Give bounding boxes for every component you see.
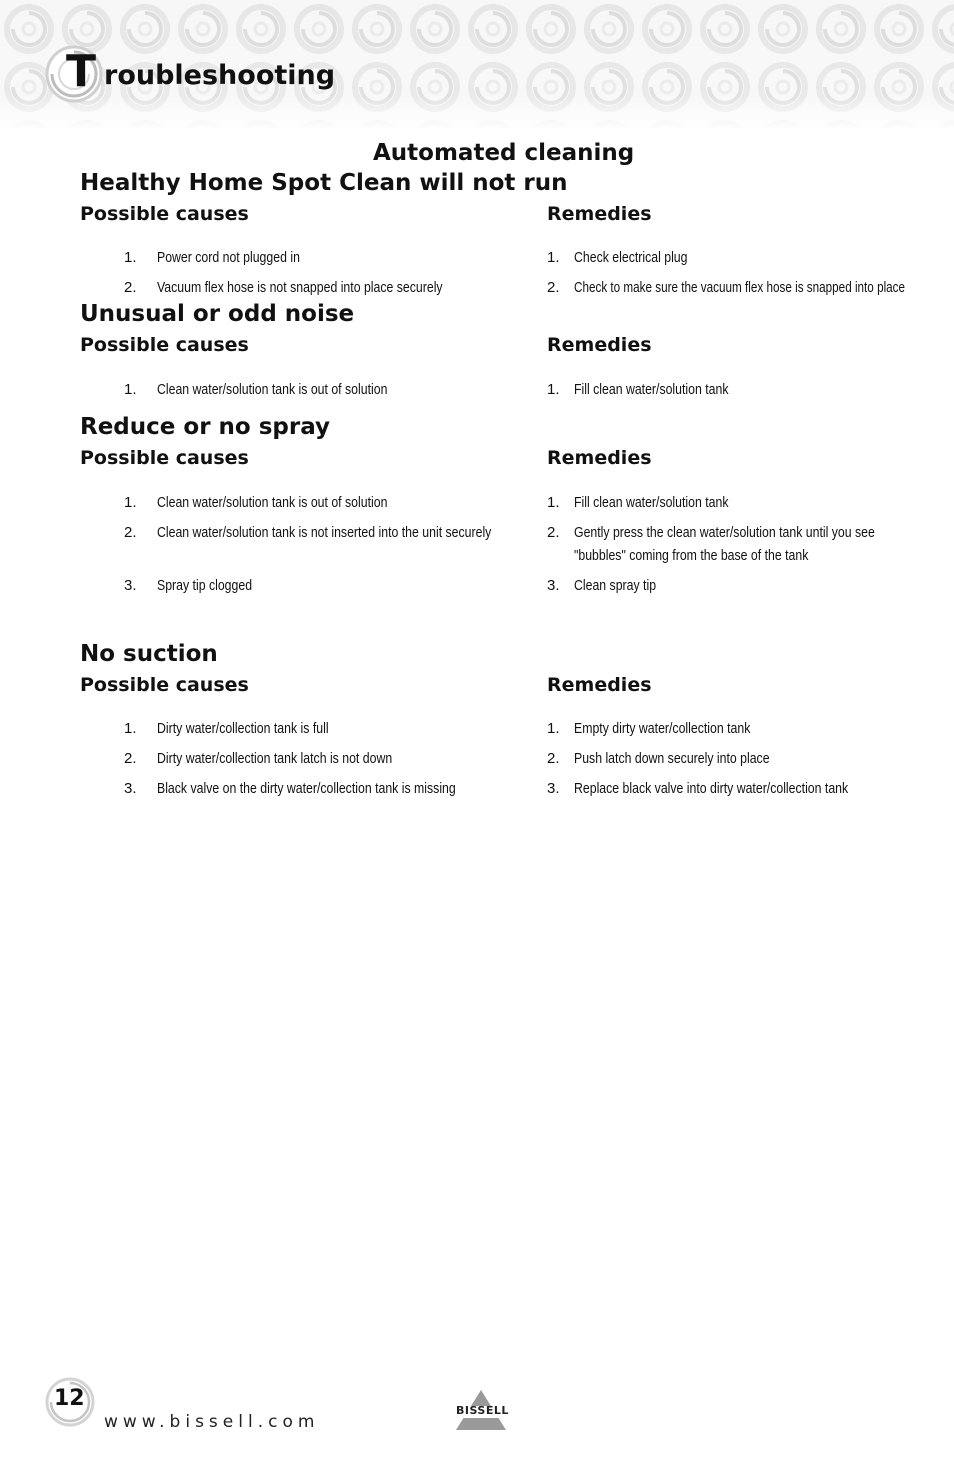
item-number: 2. xyxy=(547,524,560,541)
group-title: No suction xyxy=(80,641,218,667)
item-text: Check to make sure the vacuum flex hose is snapped into place xyxy=(574,279,906,296)
item-text: Dirty water/collection tank is full xyxy=(157,720,329,737)
item-text: Spray tip clogged xyxy=(157,577,253,594)
item-text: Fill clean water/solution tank xyxy=(574,381,729,398)
item-text: Gently press the clean water/solution tank until you see xyxy=(574,524,875,541)
causes-label: Possible causes xyxy=(80,334,249,356)
item-number: 2. xyxy=(124,279,137,296)
item-text: "bubbles" coming from the base of the tank xyxy=(574,547,809,564)
item-number: 1. xyxy=(124,720,137,737)
item-number: 1. xyxy=(124,494,137,511)
causes-label: Possible causes xyxy=(80,203,249,225)
item-text: Clean water/solution tank is out of solution xyxy=(157,494,388,511)
page-number-badge xyxy=(44,1376,96,1432)
remedies-label: Remedies xyxy=(547,334,652,356)
item-number: 2. xyxy=(547,279,560,296)
item-number: 2. xyxy=(124,524,137,541)
causes-label: Possible causes xyxy=(80,674,249,696)
title-text: roubleshooting xyxy=(104,60,336,91)
group-title: Reduce or no spray xyxy=(80,414,331,440)
causes-label: Possible causes xyxy=(80,447,249,469)
item-number: 1. xyxy=(547,494,560,511)
item-text: Power cord not plugged in xyxy=(157,249,300,266)
item-text: Clean water/solution tank is not inserted into the unit securely xyxy=(157,524,492,541)
item-number: 2. xyxy=(124,750,137,767)
remedies-label: Remedies xyxy=(547,674,652,696)
group-title: Healthy Home Spot Clean will not run xyxy=(80,170,568,196)
item-number: 1. xyxy=(547,720,560,737)
item-number: 1. xyxy=(547,381,560,398)
title-initial: T xyxy=(66,46,97,97)
remedies-label: Remedies xyxy=(547,447,652,469)
remedies-label: Remedies xyxy=(547,203,652,225)
item-number: 3. xyxy=(547,780,560,797)
item-text: Fill clean water/solution tank xyxy=(574,494,729,511)
item-text: Clean water/solution tank is out of solution xyxy=(157,381,388,398)
item-number: 1. xyxy=(547,249,560,266)
item-number: 2. xyxy=(547,750,560,767)
page-number: 12 xyxy=(54,1386,85,1411)
item-text: Clean spray tip xyxy=(574,577,657,594)
item-number: 3. xyxy=(124,577,137,594)
item-number: 1. xyxy=(124,381,137,398)
item-number: 3. xyxy=(124,780,137,797)
item-text: Replace black valve into dirty water/collection tank xyxy=(574,780,849,797)
item-text: Dirty water/collection tank latch is not down xyxy=(157,750,393,767)
website-url: www.bissell.com xyxy=(104,1412,320,1432)
item-number: 3. xyxy=(547,577,560,594)
group-title: Unusual or odd noise xyxy=(80,301,355,327)
item-text: Empty dirty water/collection tank xyxy=(574,720,751,737)
item-text: Vacuum flex hose is not snapped into place securely xyxy=(157,279,443,296)
item-text: Push latch down securely into place xyxy=(574,750,770,767)
item-number: 1. xyxy=(124,249,137,266)
item-text: Check electrical plug xyxy=(574,249,688,266)
section-heading: Automated cleaning xyxy=(373,140,635,166)
logo-wordmark: BISSELL xyxy=(456,1404,509,1417)
item-text: Black valve on the dirty water/collection tank is missing xyxy=(157,780,456,797)
